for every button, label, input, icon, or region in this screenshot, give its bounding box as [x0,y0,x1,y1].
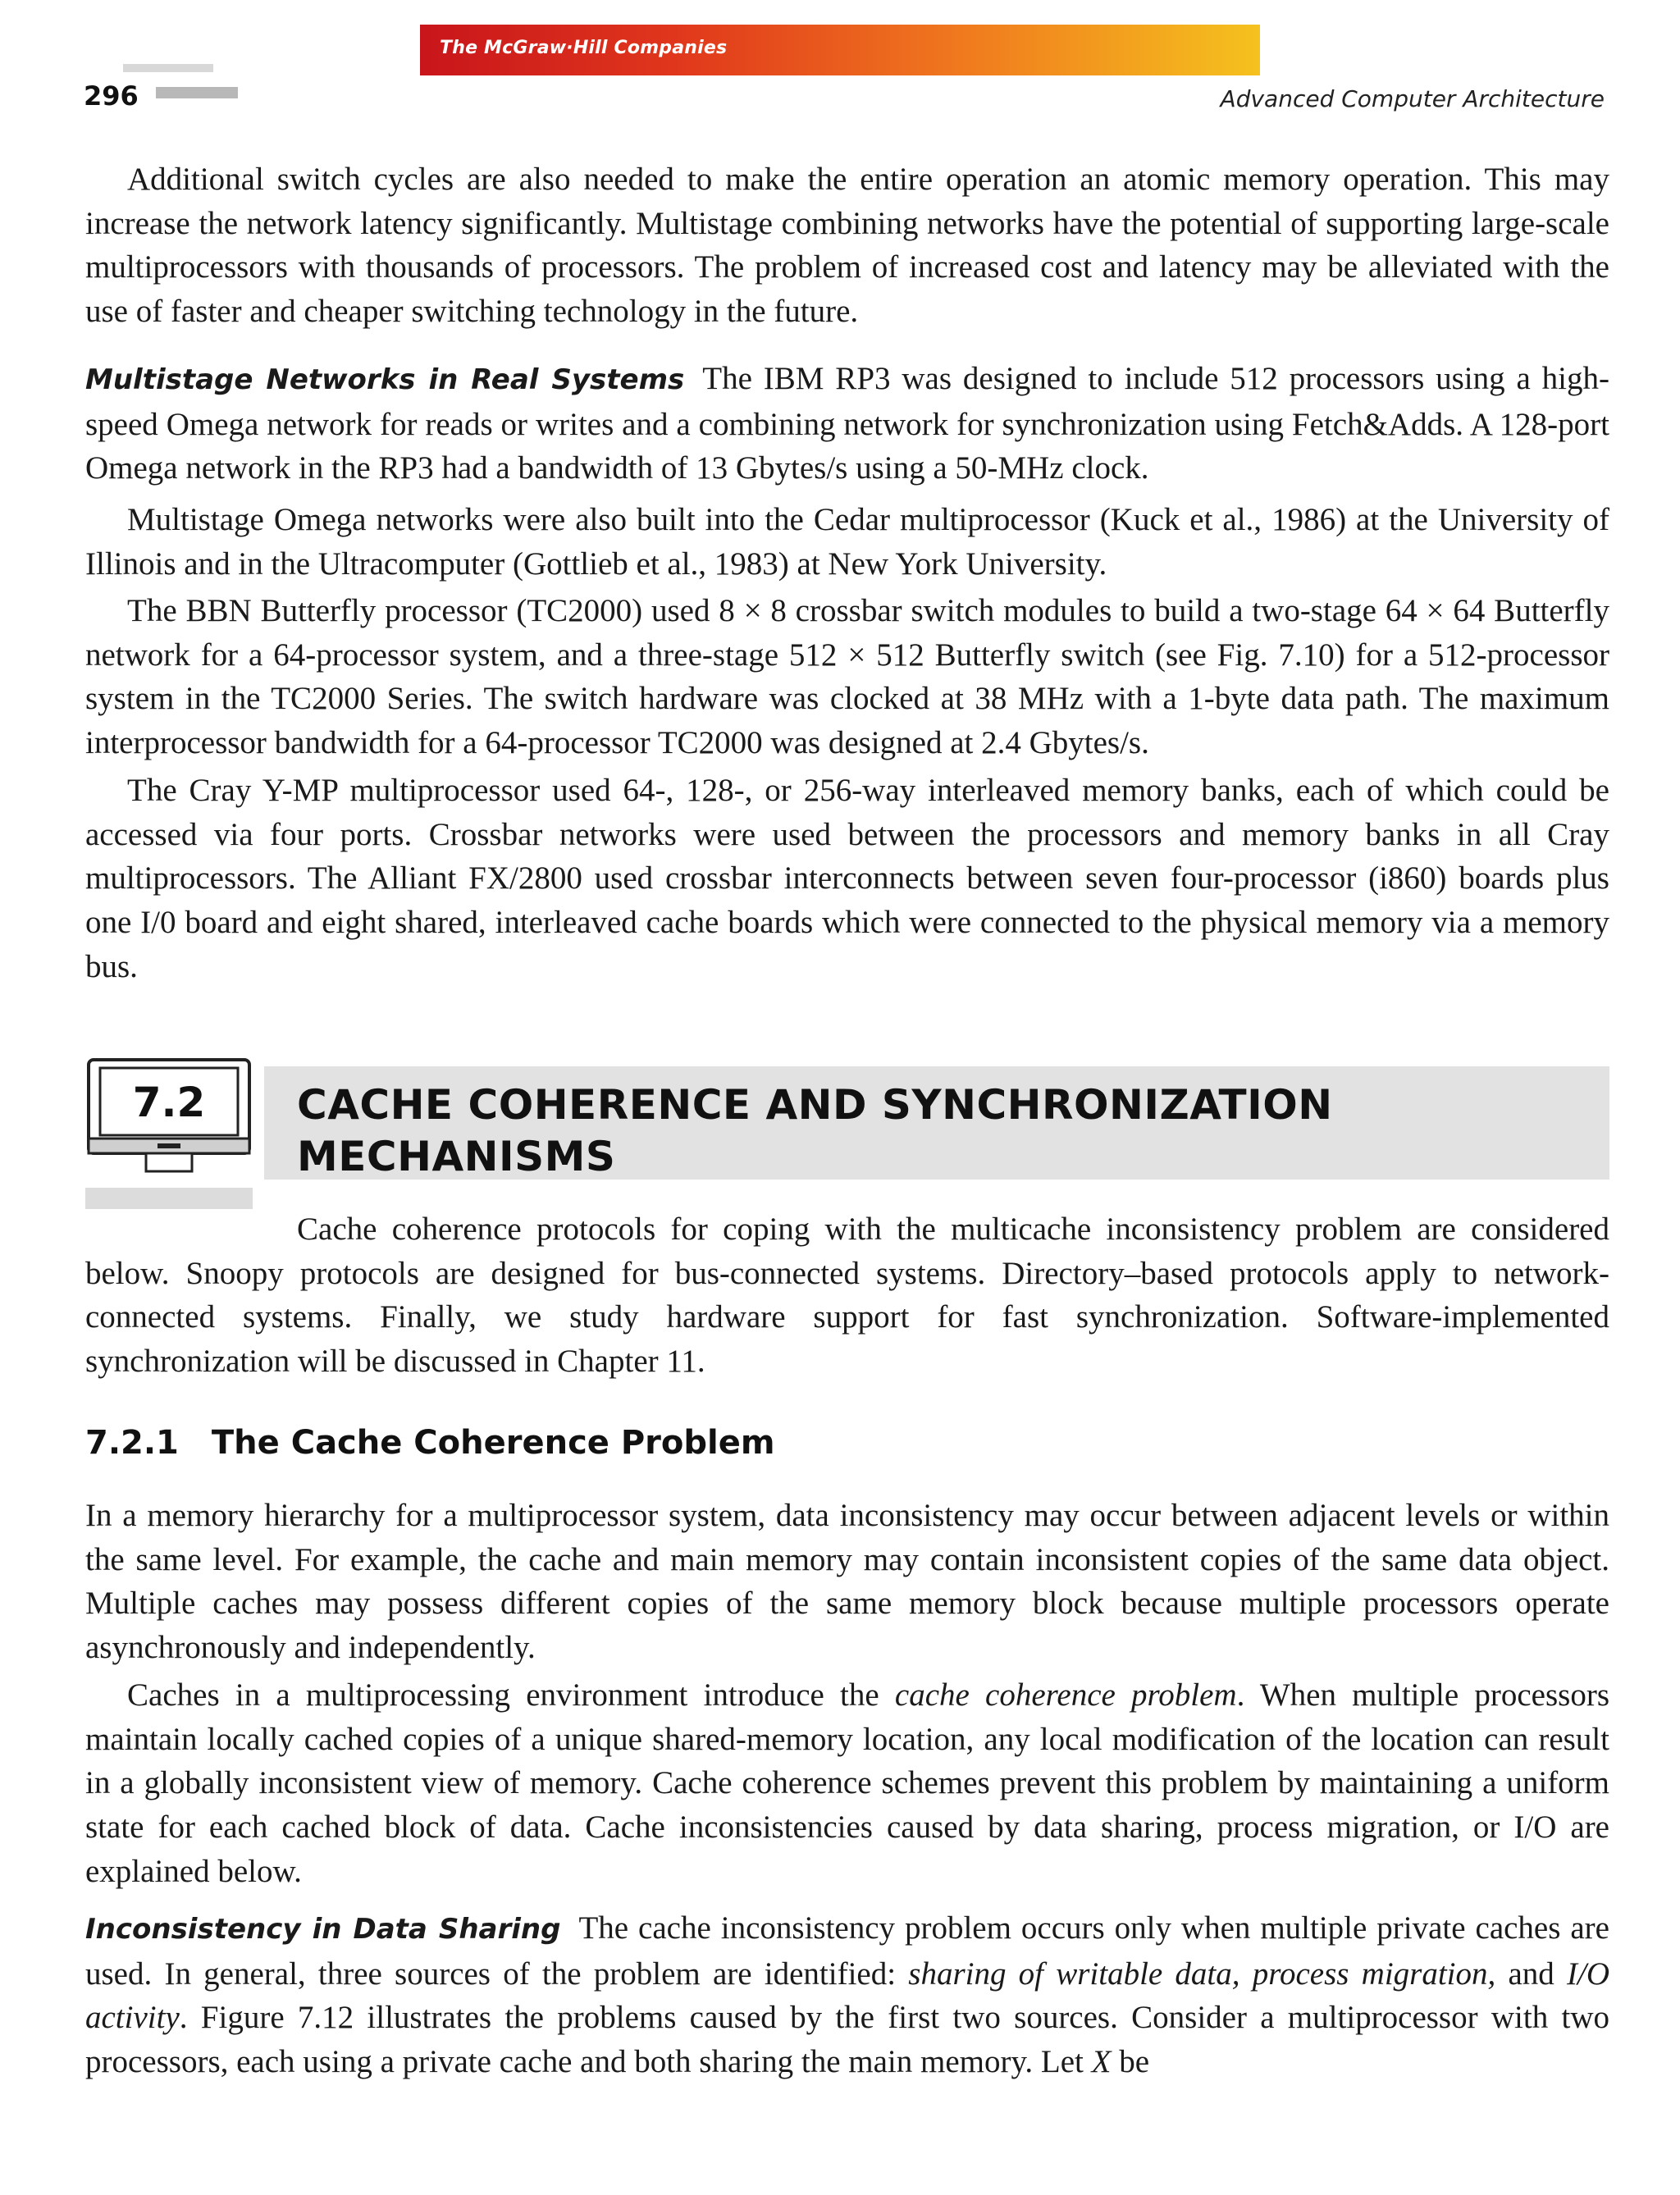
subsection-title: The Cache Coherence Problem [211,1424,775,1462]
page-number: 296 [84,80,139,112]
key-term: sharing of writable data, process migration, [908,1955,1496,1992]
paragraph: Multistage Omega networks were also built into the Cedar multiprocessor (Kuck et al., 1986) at the University of Illinois and in the Ultracomputer (Gottlieb et al., 1983) at New York University. [85,502,1609,582]
run-in-heading: Multistage Networks in Real Systems [85,363,685,396]
running-title: Advanced Computer Architecture [1220,85,1605,112]
section-intro: Cache coherence protocols for coping with the multicache inconsistency problem are considered below. Snoopy protocols are designed for bus-connected systems. Directory–based protocols apply to network-connected systems. Finally, we study hardware support for fast synchronization. Software-implemented synchronization will be discussed in Chapter 11. [85,1212,1609,1380]
publisher-banner [420,25,1260,75]
paragraph: Additional switch cycles are also needed to make the entire operation an atomic memory operation. This may increase the network latency significantly. Multistage combining networks have the potential of supporting large-scale multiprocessors with thousands of processors. The problem of increased cost and latency may be alleviated with the use of faster and cheaper switching technology in the future. [85,162,1609,330]
paragraph: The BBN Butterfly processor (TC2000) used 8 × 8 crossbar switch modules to build a two-stage 64 × 64 Butterfly network for a 64-processor system, and a three-stage 512 × 512 Butterfly switch (see Fig. 7.10) for a 512-processor system in the TC2000 Series. The switch hardware was clocked at 38 MHz with a 1-byte data path. The maximum interprocessor bandwidth for a 64-processor TC2000 was designed at 2.4 Gbytes/s. [85,593,1609,761]
section-number: 7.2 [132,1079,206,1126]
section-banner [264,1066,1609,1180]
key-term: I/O activity [85,1955,1610,2036]
monitor-stand [146,1153,192,1171]
paragraph [85,357,1609,491]
monitor-power-light [158,1143,180,1148]
section-title: CACHE COHERENCE AND SYNCHRONIZATION MECHANISMS [297,1081,1333,1180]
paragraph: The Cray Y-MP multiprocessor used 64-, 128-, or 256-way interleaved memory banks, each of which could be accessed via four ports. Crossbar networks were used between the processors and memory banks in all Cray multiprocessors. The Alliant FX/2800 used crossbar interconnects between seven four-processor (i860) boards plus one I/0 board and eight shared, interleaved cache boards which were connected to the physical memory via a memory bus. [85,773,1609,984]
header-decoration [156,87,238,98]
paragraph: Inconsistency in Data Sharing The cache inconsistency problem occurs only when multiple private caches are used. In general, three sources of the problem are identified: sharing of writable data, process migration, and I/O activity. Figure 7.12 illustrates the problems caused by the first two sources. Consider a multiprocessor with two processors, each using a private cache and both sharing the main memory. Let X be [85,1910,1610,2080]
variable: X [1091,2044,1112,2080]
section-monitor-icon [85,1056,253,1180]
paragraph-text: The IBM RP3 was designed to include 512 processors using a high-speed Omega network for reads or writes and a combining network for synchronization using Fetch&Adds. A 128-port Omega network in the RP3 had a bandwidth of 13 Gbytes/s using a 50-MHz clock. [85,361,1609,486]
subsection-number: 7.2.1 [85,1424,179,1462]
run-in-heading: Inconsistency in Data Sharing [85,1913,561,1946]
subsection-heading [85,1424,775,1462]
header-decoration [123,64,213,72]
paragraph: Caches in a multiprocessing environment introduce the cache coherence problem. When multiple processors maintain locally cached copies of a unique shared-memory location, any local modification of the location can result in a globally inconsistent view of memory. Cache coherence schemes prevent this problem by maintaining a uniform state for each cached block of data. Cache inconsistencies caused by data sharing, process migration, or I/O are explained below. [85,1677,1609,1889]
publisher-logo: The McGraw·Hill Companies [440,38,728,58]
paragraph: In a memory hierarchy for a multiprocessor system, data inconsistency may occur between adjacent levels or within the same level. For example, the cache and main memory may contain inconsistent copies of the same data object. Multiple caches may possess different copies of the same memory block because multiple processors operate asynchronously and independently. [85,1498,1609,1666]
key-term: cache coherence problem [894,1677,1237,1713]
section-icon-shadow [85,1188,253,1209]
